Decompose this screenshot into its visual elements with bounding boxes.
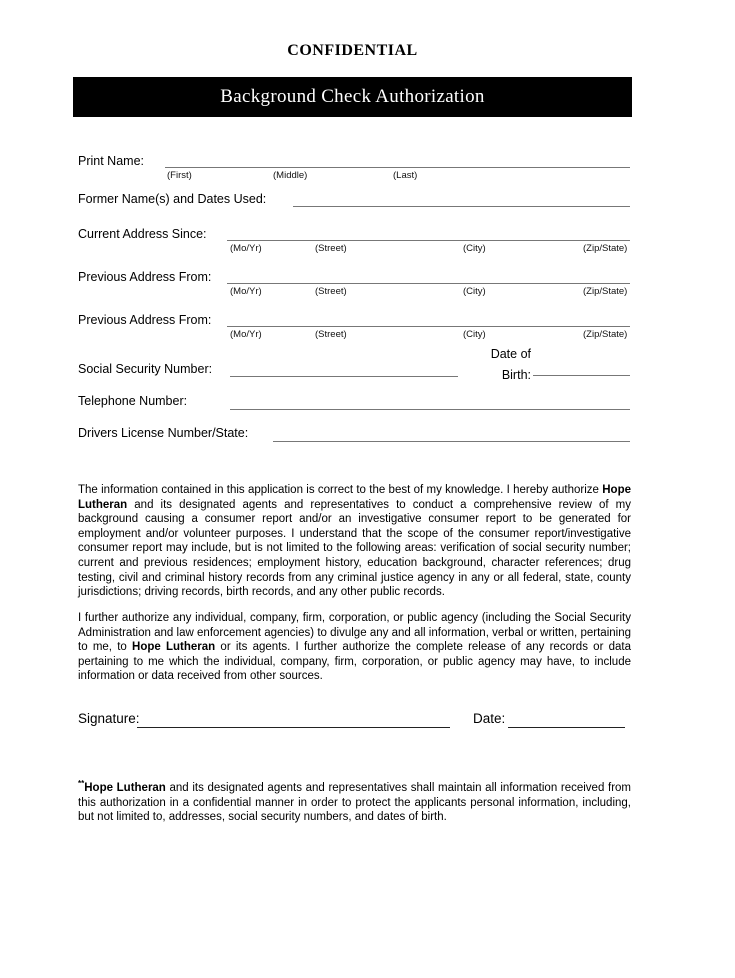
signature-line[interactable]: [137, 727, 450, 728]
footer-note: [78, 781, 631, 825]
previous-address-1-sublabel-street: (Street): [315, 286, 347, 297]
authorization-text-2: and its designated agents and representatives to conduct a comprehensive review of my background causing a consumer report and/or an investigative consumer report to be generated for employment and/or volunteer purposes. I understand that the scope of the consumer report/investigative consumer report may include, but is not limited to the following areas: verification of social security number; current and previous residences; employment history, education background, character references; drug testing, civil and criminal history records from any criminal justice agency in any or all federal, state, county jurisdictions; driving records, birth records, and any other public records.: [78, 498, 631, 599]
page-title: Background Check Authorization: [220, 86, 485, 107]
footer-text: and its designated agents and representatives shall maintain all information received from this authorization in a confidential manner in order to protect the applicants personal information, including, but not limited to, addresses, social security numbers, and dates of birth.: [78, 782, 632, 824]
release-paragraph: [78, 611, 631, 684]
footer-org-name: Hope Lutheran: [84, 782, 166, 794]
current-address-sublabel-zipstate: (Zip/State): [583, 243, 628, 254]
telephone-label: Telephone Number:: [78, 394, 188, 408]
authorization-paragraph: [78, 483, 631, 600]
former-names-label: Former Name(s) and Dates Used:: [78, 192, 267, 206]
previous-address-1-sublabel-moyr: (Mo/Yr): [230, 286, 262, 297]
telephone-line[interactable]: [230, 409, 630, 410]
authorization-text-1: The information contained in this application is correct to the best of my knowledge. I hereby authorize: [78, 484, 603, 496]
previous-address-2-sublabel-street: (Street): [315, 329, 347, 340]
print-name-sublabel-middle: (Middle): [273, 170, 308, 181]
footer-asterisks: **: [78, 779, 85, 789]
previous-address-1-label: Previous Address From:: [78, 270, 212, 284]
date-line[interactable]: [508, 727, 625, 728]
ssn-line[interactable]: [230, 376, 458, 377]
current-address-sublabel-moyr: (Mo/Yr): [230, 243, 262, 254]
previous-address-1-sublabel-city: (City): [463, 286, 486, 297]
release-org-name: Hope Lutheran: [132, 641, 216, 654]
drivers-license-line[interactable]: [273, 441, 630, 442]
title-bar: [73, 77, 632, 117]
release-text-2: or its agents. I further authorize the complete release of any records or data pertaining to me which the individual, company, firm, corporation, or public agency may have, to include information or data received from other sources.: [78, 641, 632, 683]
previous-address-2-sublabel-moyr: (Mo/Yr): [230, 329, 262, 340]
previous-address-1-sublabel-zipstate: (Zip/State): [583, 286, 628, 297]
drivers-license-label: Drivers License Number/State:: [78, 426, 249, 440]
print-name-sublabel-first: (First): [167, 170, 192, 181]
print-name-line[interactable]: [165, 167, 630, 168]
current-address-line[interactable]: [227, 240, 630, 241]
current-address-sublabel-city: (City): [463, 243, 486, 254]
previous-address-2-label: Previous Address From:: [78, 313, 212, 327]
ssn-label: Social Security Number:: [78, 362, 213, 376]
signature-label: Signature:: [78, 711, 140, 726]
current-address-label: Current Address Since:: [78, 227, 207, 241]
dob-line[interactable]: [533, 375, 630, 376]
dob-label-line1: Date of: [490, 347, 531, 361]
release-text-1: I further authorize any individual, company, firm, corporation, or public agency (including the Social Security Administration and law enforcement agencies) to divulge any and all information, verbal or written, pertaining to me, to: [78, 612, 631, 654]
confidential-heading: CONFIDENTIAL: [287, 42, 418, 59]
previous-address-2-sublabel-zipstate: (Zip/State): [583, 329, 628, 340]
authorization-org-name: Hope Lutheran: [78, 484, 631, 511]
print-name-label: Print Name:: [78, 154, 144, 168]
former-names-line[interactable]: [293, 206, 630, 207]
previous-address-1-line[interactable]: [227, 283, 630, 284]
current-address-sublabel-street: (Street): [315, 243, 347, 254]
previous-address-2-sublabel-city: (City): [463, 329, 486, 340]
dob-label-line2: Birth:: [501, 368, 531, 382]
print-name-sublabel-last: (Last): [393, 170, 418, 181]
previous-address-2-line[interactable]: [227, 326, 630, 327]
date-label: Date:: [473, 711, 506, 726]
